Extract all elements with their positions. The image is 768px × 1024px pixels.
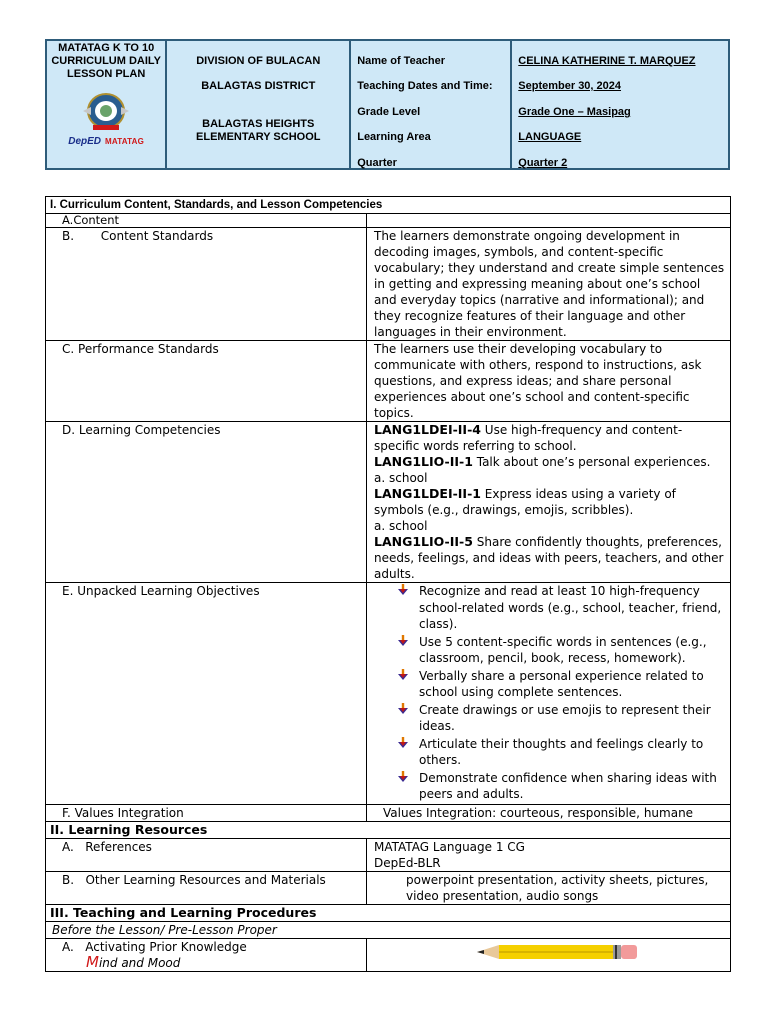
- deped-matatag-logo: [47, 136, 165, 147]
- learning-competencies-label: D. Learning Competencies: [46, 422, 367, 583]
- competency-text: Express ideas using a variety of symbols (e.g., drawings, emojis, scribbles).: [374, 487, 676, 517]
- mind-and-mood: [62, 952, 366, 971]
- other-resources-text: powerpoint presentation, activity sheets, pictures, video presentation, audio songs: [367, 871, 731, 904]
- objective-item: [397, 702, 726, 735]
- lesson-plan-table: [45, 196, 731, 972]
- mind-and-mood-rest: ind and Mood: [98, 955, 181, 970]
- content-standards-label: B. Content Standards: [46, 228, 367, 341]
- reference-item: MATATAG Language 1 CG: [374, 839, 525, 854]
- content-standards-text: The learners demonstrate ongoing development in decoding images, symbols, and content-specific vocabulary; they understand and create simple sentences in getting and expressing meaning about one’s school and everyday topics (narrative and informational); and they recognize features of their language and other languages in their environment.: [367, 228, 731, 341]
- values-row: [46, 804, 731, 821]
- dlp-header: [45, 39, 730, 170]
- objectives-row: [46, 583, 731, 805]
- competency-item: [374, 454, 726, 470]
- values-text: Values Integration: courteous, responsible, humane: [367, 804, 731, 821]
- activating-prior-knowledge-row: [46, 938, 731, 971]
- section2-title: II. Learning Resources: [46, 821, 731, 838]
- performance-standards-label: C. Performance Standards: [46, 341, 367, 422]
- before-lesson-heading: Before the Lesson/ Pre-Lesson Proper: [46, 921, 731, 938]
- objective-text: Recognize and read at least 10 high-frequency school-related words (e.g., school, teacher, friend, class).: [419, 584, 722, 631]
- objective-text: Create drawings or use emojis to represent their ideas.: [419, 702, 711, 733]
- competency-code: LANG1LIO-II-1: [374, 454, 473, 469]
- activating-label: A. Activating Prior Knowledge: [62, 939, 247, 954]
- references-list: [367, 838, 731, 871]
- school-seal-logo-icon: [81, 89, 131, 133]
- objective-text: Verbally share a personal experience related to school using complete sentences.: [419, 668, 704, 699]
- learning-competencies-row: [46, 422, 731, 583]
- header-values-cell: [512, 41, 728, 168]
- competency-text: Share confidently thoughts, preferences, needs, feelings, and ideas with peers, teachers, and other adults.: [374, 535, 724, 581]
- section1-header-row: [46, 197, 731, 214]
- objective-text: Demonstrate confidence when sharing ideas with peers and adults.: [419, 770, 717, 801]
- activating-prior-knowledge-cell: [46, 938, 367, 971]
- competency-sub: a. school: [374, 519, 428, 533]
- section3-header-row: [46, 904, 731, 921]
- mind-and-mood-initial: M: [86, 952, 99, 971]
- competency-code: LANG1LDEI-II-4: [374, 422, 481, 437]
- competency-text: Use high-frequency and content-specific words referring to school.: [374, 423, 683, 453]
- header-labels-cell: [351, 41, 512, 168]
- content-label: A.Content: [46, 214, 367, 228]
- label-area: Learning Area: [357, 131, 431, 143]
- value-quarter: Quarter 2: [518, 157, 568, 169]
- objectives-label: E. Unpacked Learning Objectives: [46, 583, 367, 805]
- before-lesson-row: [46, 921, 731, 938]
- value-area: LANGUAGE: [518, 131, 582, 143]
- competency-sub: a. school: [374, 471, 428, 485]
- objective-item: [397, 668, 726, 701]
- arrow-bullet-icon: [397, 737, 409, 749]
- competency-item: [374, 486, 726, 518]
- section2-header-row: [46, 821, 731, 838]
- objective-item: [397, 583, 726, 633]
- header-title-cell: [47, 41, 167, 168]
- section1-title: I. Curriculum Content, Standards, and Lesson Competencies: [46, 197, 731, 214]
- learning-competencies-list: [367, 422, 731, 583]
- competency-item: [374, 422, 726, 454]
- objective-text: Articulate their thoughts and feelings clearly to others.: [419, 736, 704, 767]
- reference-item: DepEd-BLR: [374, 855, 441, 870]
- section3-title: III. Teaching and Learning Procedures: [46, 904, 731, 921]
- objective-item: [397, 770, 726, 803]
- matatag-logo-text: MATATAG: [105, 137, 145, 146]
- competency-item: [374, 534, 726, 582]
- label-teacher: Name of Teacher: [357, 55, 446, 67]
- references-row: [46, 838, 731, 871]
- objectives-cell: [367, 583, 731, 805]
- arrow-bullet-icon: [397, 635, 409, 647]
- pencil-icon: [477, 943, 639, 961]
- arrow-bullet-icon: [397, 584, 409, 596]
- division-name: DIVISION OF BULACAN: [196, 55, 321, 67]
- objectives-list: [367, 583, 726, 803]
- references-label: A. References: [46, 838, 367, 871]
- values-label: F. Values Integration: [46, 804, 367, 821]
- performance-standards-text: The learners use their developing vocabulary to communicate with others, respond to instructions, ask questions, and express ideas; and share personal experiences about one’s school and content-specific topics.: [367, 341, 731, 422]
- other-resources-label: B. Other Learning Resources and Materials: [46, 871, 367, 904]
- header-division-cell: [167, 41, 351, 168]
- objective-item: [397, 736, 726, 769]
- competency-text: Talk about one’s personal experiences.: [472, 455, 711, 469]
- arrow-bullet-icon: [397, 771, 409, 783]
- label-dates: Teaching Dates and Time:: [357, 80, 493, 92]
- value-teacher: CELINA KATHERINE T. MARQUEZ: [518, 55, 696, 67]
- district-name: BALAGTAS DISTRICT: [201, 80, 316, 92]
- label-grade: Grade Level: [357, 106, 421, 118]
- school-name: BALAGTAS HEIGHTS ELEMENTARY SCHOOL: [196, 118, 321, 143]
- value-dates: September 30, 2024: [518, 80, 622, 92]
- objective-item: [397, 634, 726, 667]
- curriculum-title: MATATAG K TO 10 CURRICULUM DAILY LESSON PLAN: [51, 42, 161, 80]
- value-grade: Grade One – Masipag: [518, 106, 631, 118]
- deped-logo-text: DepED: [68, 136, 102, 147]
- label-quarter: Quarter: [357, 157, 397, 169]
- arrow-bullet-icon: [397, 669, 409, 681]
- arrow-bullet-icon: [397, 703, 409, 715]
- content-row: [46, 214, 731, 228]
- competency-code: LANG1LIO-II-5: [374, 534, 473, 549]
- performance-standards-row: [46, 341, 731, 422]
- objective-text: Use 5 content-specific words in sentences (e.g., classroom, pencil, book, recess, homework).: [419, 634, 707, 665]
- content-standards-row: [46, 228, 731, 341]
- competency-code: LANG1LDEI-II-1: [374, 486, 481, 501]
- activating-content-cell: [367, 938, 731, 971]
- other-resources-row: [46, 871, 731, 904]
- content-value: [367, 214, 731, 228]
